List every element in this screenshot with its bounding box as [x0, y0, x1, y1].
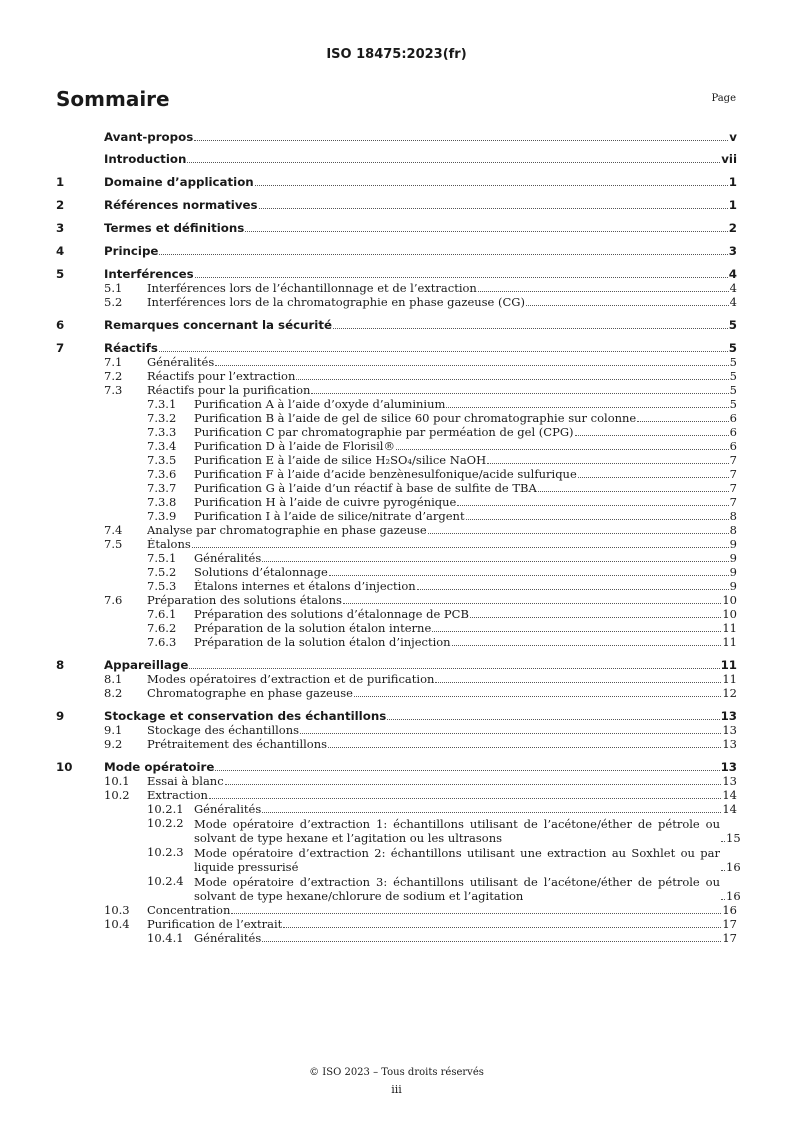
toc-leader-dots [255, 185, 728, 186]
toc-leader-dots [159, 351, 728, 352]
toc-entry-page: 14 [722, 802, 737, 816]
toc-entry-label: Purification F à l’aide d’acide benzènesulfonique/acide sulfurique [194, 468, 577, 481]
toc-entry[interactable] [56, 199, 737, 212]
toc-entry[interactable] [56, 319, 737, 332]
toc-entry-number: 1 [56, 175, 65, 189]
toc-entry-number: 10.2 [104, 788, 130, 802]
toc-entry-number: 7.3.2 [147, 411, 177, 425]
toc-entry[interactable] [56, 552, 737, 565]
toc-entry-number: 7.5.3 [147, 579, 177, 593]
toc-entry-page: 6 [729, 439, 737, 453]
toc-entry-number: 7.5.1 [147, 551, 177, 565]
toc-entry-page: 4 [729, 281, 737, 295]
toc-entry[interactable] [56, 440, 737, 453]
toc-entry[interactable] [56, 622, 737, 635]
toc-entry-number: 6 [56, 318, 65, 332]
toc-entry-label: Termes et définitions [104, 222, 245, 235]
toc-entry[interactable] [56, 659, 737, 672]
toc-entry[interactable] [56, 738, 737, 751]
toc-entry-label: Références normatives [104, 199, 258, 212]
toc-entry-label: Préparation de la solution étalon d’injection [194, 636, 451, 649]
toc-entry-number: 7.3.4 [147, 439, 177, 453]
toc-leader-dots [575, 435, 729, 436]
toc-entry[interactable] [56, 282, 737, 295]
toc-entry-label: Appareillage [104, 659, 189, 672]
toc-entry-number: 2 [56, 198, 65, 212]
toc-entry-label: Préparation de la solution étalon interne [194, 622, 432, 635]
toc-leader-dots [329, 575, 729, 576]
toc-entry[interactable] [56, 426, 737, 439]
toc-entry[interactable] [56, 594, 737, 607]
toc-entry-label: Solutions d’étalonnage [194, 566, 328, 579]
toc-entry-number: 8 [56, 658, 65, 672]
toc-entry-page: 13 [722, 737, 737, 751]
toc-leader-dots [470, 617, 721, 618]
toc-leader-dots [187, 162, 720, 163]
toc-entry-label: Interférences lors de la chromatographie en phase gazeuse (CG) [147, 296, 525, 309]
toc-entry[interactable] [56, 803, 737, 816]
toc-leader-dots [428, 533, 729, 534]
toc-leader-dots [296, 379, 728, 380]
toc-entry[interactable] [56, 816, 741, 845]
toc-leader-dots [262, 812, 721, 813]
toc-leader-dots [538, 491, 729, 492]
toc-entry-page: 7 [729, 453, 737, 467]
toc-entry-page: 11 [722, 621, 737, 635]
toc-leader-dots [333, 328, 728, 329]
toc-entry-page: 4 [729, 295, 737, 309]
toc-entry-label: Purification E à l’aide de silice H₂SO₄/silice NaOH [194, 454, 487, 467]
toc-entry-page: 13 [722, 774, 737, 788]
toc-entry-page: 11 [722, 635, 737, 649]
toc-entry[interactable] [56, 356, 737, 369]
toc-entry-page: 13 [722, 723, 737, 737]
toc-leader-dots [435, 682, 721, 683]
toc-entry-page: 2 [728, 221, 737, 235]
copyright-footer: © ISO 2023 – Tous droits réservés [309, 1067, 484, 1078]
toc-entry-label: Généralités [194, 932, 262, 945]
toc-entry-label: Étalons [147, 538, 191, 551]
toc-entry-page: 17 [722, 917, 737, 931]
toc-entry-label: Interférences [104, 268, 194, 281]
toc-entry-page: 11 [720, 658, 737, 672]
toc-entry-label: Chromatographe en phase gazeuse [147, 687, 353, 700]
toc-entry[interactable] [56, 222, 737, 235]
toc-leader-dots [487, 463, 729, 464]
toc-entry[interactable] [56, 687, 737, 700]
toc-entry[interactable] [56, 845, 741, 874]
toc-entry-number: 10.1 [104, 774, 130, 788]
toc-entry[interactable] [56, 904, 737, 917]
toc-entry-number: 7.6 [104, 593, 123, 607]
toc-entry-page: 6 [729, 411, 737, 425]
toc-entry-label: Analyse par chromatographie en phase gazeuse [147, 524, 427, 537]
toc-leader-dots [245, 231, 727, 232]
toc-entry[interactable] [56, 775, 737, 788]
toc-entry-page: 14 [722, 788, 737, 802]
toc-leader-dots [637, 421, 728, 422]
toc-entry[interactable] [56, 510, 737, 523]
toc-entry[interactable] [56, 131, 737, 144]
toc-entry[interactable] [56, 176, 737, 189]
toc-entry-number: 7.5.2 [147, 565, 177, 579]
toc-entry-page: 13 [720, 760, 737, 774]
page-column-label: Page [711, 93, 736, 104]
toc-entry-number: 7.5 [104, 537, 123, 551]
toc-entry-label: Purification G à l’aide d’un réactif à base de sulfite de TBA [194, 482, 537, 495]
toc-entry-number: 7.3.3 [147, 425, 177, 439]
toc-entry-page: 7 [729, 481, 737, 495]
toc-leader-dots [721, 841, 725, 842]
toc-entry-number: 7.1 [104, 355, 123, 369]
table-of-contents [56, 130, 741, 946]
toc-entry[interactable] [56, 710, 737, 723]
toc-entry-page: v [729, 130, 737, 144]
toc-entry-page: 13 [720, 709, 737, 723]
toc-entry-label: Introduction [104, 153, 187, 166]
toc-entry-number: 8.2 [104, 686, 123, 700]
toc-entry-label: Concentration [147, 904, 231, 917]
toc-leader-dots [432, 631, 721, 632]
toc-entry-page: 16 [722, 903, 737, 917]
toc-entry[interactable] [56, 724, 737, 737]
toc-entry-page: 9 [729, 551, 737, 565]
toc-entry[interactable] [56, 342, 737, 355]
toc-entry-label: Généralités [147, 356, 215, 369]
toc-entry[interactable] [56, 153, 737, 166]
toc-entry-page: 1 [728, 198, 737, 212]
toc-entry-label: Purification H à l’aide de cuivre pyrogénique [194, 496, 457, 509]
toc-leader-dots [578, 477, 729, 478]
toc-entry[interactable] [56, 566, 737, 579]
toc-leader-dots [721, 870, 725, 871]
toc-leader-dots [231, 913, 721, 914]
toc-leader-dots [189, 668, 719, 669]
toc-leader-dots [396, 449, 729, 450]
toc-entry-page: 7 [729, 495, 737, 509]
toc-entry-label: Purification D à l’aide de Florisil® [194, 440, 395, 453]
toc-entry-number: 7.3.7 [147, 481, 177, 495]
toc-entry-number: 4 [56, 244, 65, 258]
toc-entry-label: Purification A à l’aide d’oxyde d’aluminium [194, 398, 446, 411]
toc-entry-number: 7.6.3 [147, 635, 177, 649]
toc-entry-label: Généralités [194, 552, 262, 565]
toc-entry[interactable] [56, 468, 737, 481]
toc-entry[interactable] [56, 454, 737, 467]
toc-entry-label: Mode opératoire d’extraction 3: échantillons utilisant de l’acétone/éther de pétrole ou solvant de type hexane/chlorure de sodium et l’agitation [194, 875, 720, 903]
toc-entry-label: Mode opératoire d’extraction 1: échantillons utilisant de l’acétone/éther de pétrole ou solvant de type hexane et l’agitation ou les ultrasons [194, 817, 720, 845]
toc-entry-number: 10.3 [104, 903, 130, 917]
toc-entry-page: 5 [729, 355, 737, 369]
toc-entry[interactable] [56, 918, 737, 931]
toc-leader-dots [262, 561, 728, 562]
toc-entry-number: 7.3.5 [147, 453, 177, 467]
toc-entry-page: 9 [729, 537, 737, 551]
toc-entry-page: 10 [722, 593, 737, 607]
toc-leader-dots [387, 719, 719, 720]
toc-leader-dots [446, 407, 728, 408]
toc-entry-number: 7.3.8 [147, 495, 177, 509]
toc-entry-number: 3 [56, 221, 65, 235]
toc-leader-dots [466, 519, 729, 520]
toc-entry[interactable] [56, 370, 737, 383]
toc-entry-label: Avant-propos [104, 131, 194, 144]
toc-entry-label: Purification I à l’aide de silice/nitrate d’argent [194, 510, 465, 523]
toc-leader-dots [215, 770, 719, 771]
toc-entry[interactable] [56, 932, 737, 945]
toc-entry-number: 5.1 [104, 281, 123, 295]
toc-entry[interactable] [56, 636, 737, 649]
toc-entry-label: Préparation des solutions d’étalonnage de PCB [194, 608, 469, 621]
toc-entry[interactable] [56, 268, 737, 281]
toc-entry[interactable] [56, 384, 737, 397]
toc-entry-number: 7.3.9 [147, 509, 177, 523]
toc-entry-label: Prétraitement des échantillons [147, 738, 328, 751]
toc-entry-page: 7 [729, 467, 737, 481]
toc-entry[interactable] [56, 524, 737, 537]
toc-entry-number: 10.2.2 [147, 816, 184, 830]
toc-leader-dots [194, 140, 728, 141]
toc-entry-label: Purification C par chromatographie par perméation de gel (CPG) [194, 426, 574, 439]
toc-entry-number: 7.3.6 [147, 467, 177, 481]
toc-entry-page: 10 [722, 607, 737, 621]
toc-leader-dots [192, 547, 729, 548]
toc-entry-number: 7.4 [104, 523, 123, 537]
toc-entry-number: 10.4.1 [147, 931, 184, 945]
toc-leader-dots [721, 899, 725, 900]
toc-entry[interactable] [56, 398, 737, 411]
toc-leader-dots [283, 927, 721, 928]
toc-leader-dots [195, 277, 728, 278]
toc-entry-page: 16 [726, 860, 741, 874]
toc-entry-page: 9 [729, 565, 737, 579]
toc-entry-label: Étalons internes et étalons d’injection [194, 580, 416, 593]
toc-entry-page: 5 [729, 369, 737, 383]
toc-leader-dots [225, 784, 722, 785]
toc-entry-label: Réactifs pour l’extraction [147, 370, 296, 383]
toc-entry-page: 1 [728, 175, 737, 189]
toc-entry-page: 5 [728, 318, 737, 332]
toc-entry-page: 17 [722, 931, 737, 945]
toc-entry-number: 9 [56, 709, 65, 723]
toc-entry-label: Essai à blanc [147, 775, 224, 788]
toc-entry-number: 8.1 [104, 672, 123, 686]
toc-entry-label: Interférences lors de l’échantillonnage et de l’extraction [147, 282, 477, 295]
toc-leader-dots [328, 747, 721, 748]
toc-entry[interactable] [56, 874, 741, 903]
toc-leader-dots [478, 291, 729, 292]
toc-entry-label: Réactifs pour la purification [147, 384, 311, 397]
toc-entry[interactable] [56, 496, 737, 509]
toc-entry-number: 10 [56, 760, 73, 774]
toc-entry-number: 7 [56, 341, 65, 355]
toc-entry-number: 5.2 [104, 295, 123, 309]
toc-leader-dots [457, 505, 728, 506]
toc-entry-page: 5 [728, 341, 737, 355]
toc-entry[interactable] [56, 245, 737, 258]
toc-entry-page: 9 [729, 579, 737, 593]
toc-entry-number: 9.2 [104, 737, 123, 751]
toc-entry-label: Remarques concernant la sécurité [104, 319, 332, 332]
toc-entry-page: 15 [726, 831, 741, 845]
toc-entry-number: 9.1 [104, 723, 123, 737]
toc-entry-number: 5 [56, 267, 65, 281]
toc-entry-page: 4 [728, 267, 737, 281]
toc-entry-number: 10.2.1 [147, 802, 184, 816]
toc-entry[interactable] [56, 608, 737, 621]
toc-entry-label: Extraction [147, 789, 208, 802]
toc-entry-label: Purification de l’extrait [147, 918, 283, 931]
toc-entry[interactable] [56, 412, 737, 425]
toc-leader-dots [262, 941, 721, 942]
toc-entry-page: 5 [729, 397, 737, 411]
toc-entry[interactable] [56, 789, 737, 802]
toc-entry-page: 6 [729, 425, 737, 439]
toc-entry[interactable] [56, 538, 737, 551]
toc-entry[interactable] [56, 482, 737, 495]
toc-entry-label: Mode opératoire d’extraction 2: échantillons utilisant une extraction au Soxhlet ou par liquide pressurisé [194, 846, 720, 874]
toc-entry[interactable] [56, 673, 737, 686]
toc-leader-dots [215, 365, 728, 366]
toc-entry[interactable] [56, 296, 737, 309]
toc-leader-dots [417, 589, 729, 590]
toc-entry-number: 7.3 [104, 383, 123, 397]
toc-leader-dots [209, 798, 721, 799]
toc-entry[interactable] [56, 761, 737, 774]
toc-leader-dots [311, 393, 728, 394]
toc-entry-page: 16 [726, 889, 741, 903]
page-title: Sommaire [56, 87, 170, 111]
toc-entry-label: Principe [104, 245, 159, 258]
toc-entry-number: 10.2.3 [147, 845, 184, 859]
toc-entry-number: 10.2.4 [147, 874, 184, 888]
toc-entry-page: 3 [728, 244, 737, 258]
toc-entry-label: Purification B à l’aide de gel de silice 60 pour chromatographie sur colonne [194, 412, 637, 425]
toc-entry-number: 10.4 [104, 917, 130, 931]
toc-entry-page: 11 [722, 672, 737, 686]
toc-leader-dots [354, 696, 721, 697]
toc-entry-label: Mode opératoire [104, 761, 215, 774]
toc-leader-dots [526, 305, 729, 306]
toc-entry-label: Préparation des solutions étalons [147, 594, 342, 607]
toc-leader-dots [259, 208, 728, 209]
toc-entry-label: Stockage et conservation des échantillons [104, 710, 387, 723]
toc-entry-number: 7.3.1 [147, 397, 177, 411]
toc-entry-label: Stockage des échantillons [147, 724, 300, 737]
toc-entry-page: 12 [722, 686, 737, 700]
toc-entry-label: Généralités [194, 803, 262, 816]
document-header: ISO 18475:2023(fr) [326, 47, 467, 62]
toc-entry[interactable] [56, 580, 737, 593]
toc-entry-page: 8 [729, 523, 737, 537]
toc-leader-dots [343, 603, 721, 604]
toc-entry-label: Modes opératoires d’extraction et de purification [147, 673, 435, 686]
toc-leader-dots [452, 645, 722, 646]
toc-entry-page: 8 [729, 509, 737, 523]
toc-entry-number: 7.6.2 [147, 621, 177, 635]
page-number: iii [391, 1083, 402, 1096]
toc-entry-page: vii [721, 152, 737, 166]
toc-entry-page: 5 [729, 383, 737, 397]
toc-entry-label: Domaine d’application [104, 176, 254, 189]
toc-entry-number: 7.6.1 [147, 607, 177, 621]
toc-entry-label: Réactifs [104, 342, 158, 355]
toc-leader-dots [159, 254, 727, 255]
toc-entry-number: 7.2 [104, 369, 123, 383]
toc-leader-dots [300, 733, 721, 734]
